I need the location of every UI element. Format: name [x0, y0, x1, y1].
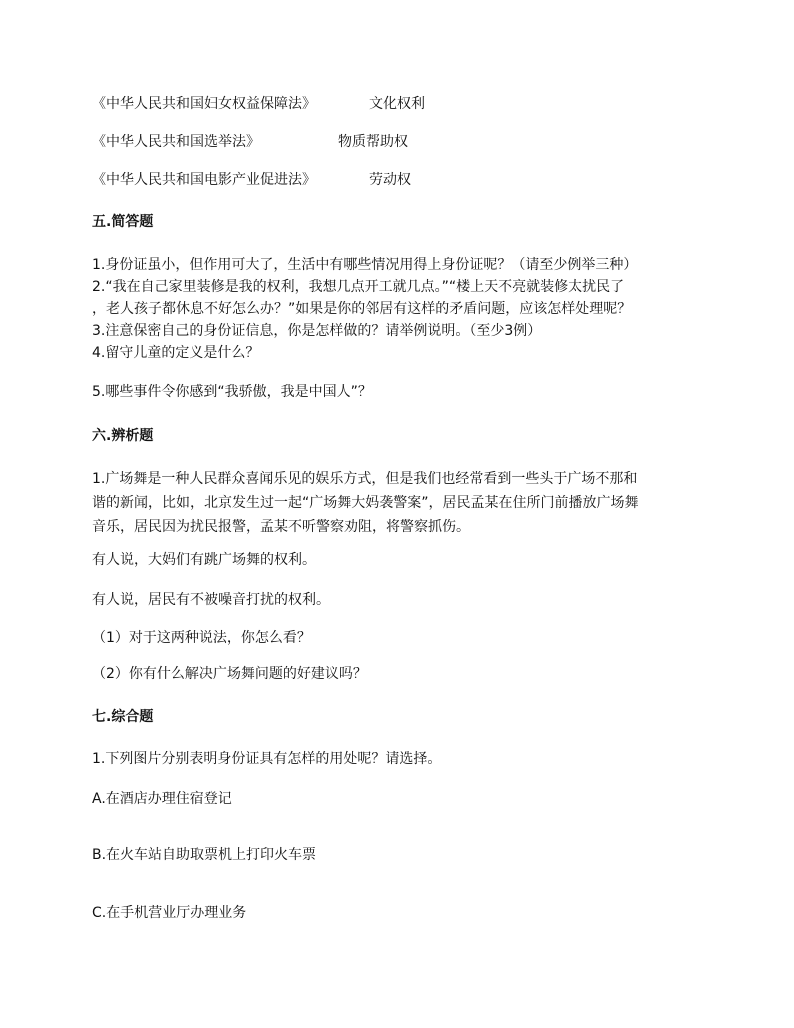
law-name: 《中华人民共和国选举法》: [92, 134, 260, 150]
question-line: 4.留守儿童的定义是什么？: [92, 345, 260, 361]
paragraph-line: 1.广场舞是一种人民群众喜闻乐见的娱乐方式，但是我们也经常看到一些头于广场不那和: [92, 471, 638, 487]
option-line: B.在火车站自助取票机上打印火车票: [92, 847, 317, 863]
paragraph-line: 音乐，居民因为扰民报警，孟某不听警察劝阻，将警察抓伤。: [92, 519, 470, 535]
option-line: A.在酒店办理住宿登记: [92, 791, 232, 807]
matching-row: [92, 133, 512, 151]
sub-question: （2）你有什么解决广场舞问题的好建议吗？: [92, 666, 367, 682]
right-name: 劳动权: [369, 172, 411, 188]
section-heading: 七.综合题: [92, 709, 154, 725]
law-name: 《中华人民共和国电影产业促进法》: [92, 172, 316, 188]
law-name: 《中华人民共和国妇女权益保障法》: [92, 96, 316, 112]
paragraph-line: 有人说，居民有不被噪音打扰的权利。: [92, 592, 330, 608]
question-line: 5.哪些事件令你感到“我骄傲，我是中国人”？: [92, 384, 372, 400]
question-line: 2.“我在自己家里装修是我的权利，我想几点开工就几点。”“楼上天不亮就装修太扰民了: [92, 279, 625, 295]
right-name: 物质帮助权: [338, 134, 408, 150]
paragraph-line: 谐的新闻，比如，北京发生过一起“广场舞大妈袭警案”，居民孟某在住所门前播放广场舞: [92, 495, 639, 511]
paragraph-line: 有人说，大妈们有跳广场舞的权利。: [92, 552, 316, 568]
matching-row: [92, 95, 512, 113]
question-line: 1.下列图片分别表明身份证具有怎样的用处呢？请选择。: [92, 751, 442, 767]
option-line: C.在手机营业厅办理业务: [92, 905, 247, 921]
question-line: ，老人孩子都休息不好怎么办？”如果是你的邻居有这样的矛盾问题，应该怎样处理呢？: [92, 301, 632, 317]
question-line: 3.注意保密自己的身份证信息，你是怎样做的？请举例说明。（至少3例）: [92, 323, 542, 339]
sub-question: （1）对于这两种说法，你怎么看？: [92, 630, 311, 646]
question-line: 1.身份证虽小，但作用可大了，生活中有哪些情况用得上身份证呢？（请至少例举三种）: [92, 257, 638, 273]
right-name: 文化权利: [369, 96, 425, 112]
matching-row: [92, 171, 512, 189]
section-heading: 六.辨析题: [92, 428, 154, 444]
section-heading: 五.简答题: [92, 214, 154, 230]
